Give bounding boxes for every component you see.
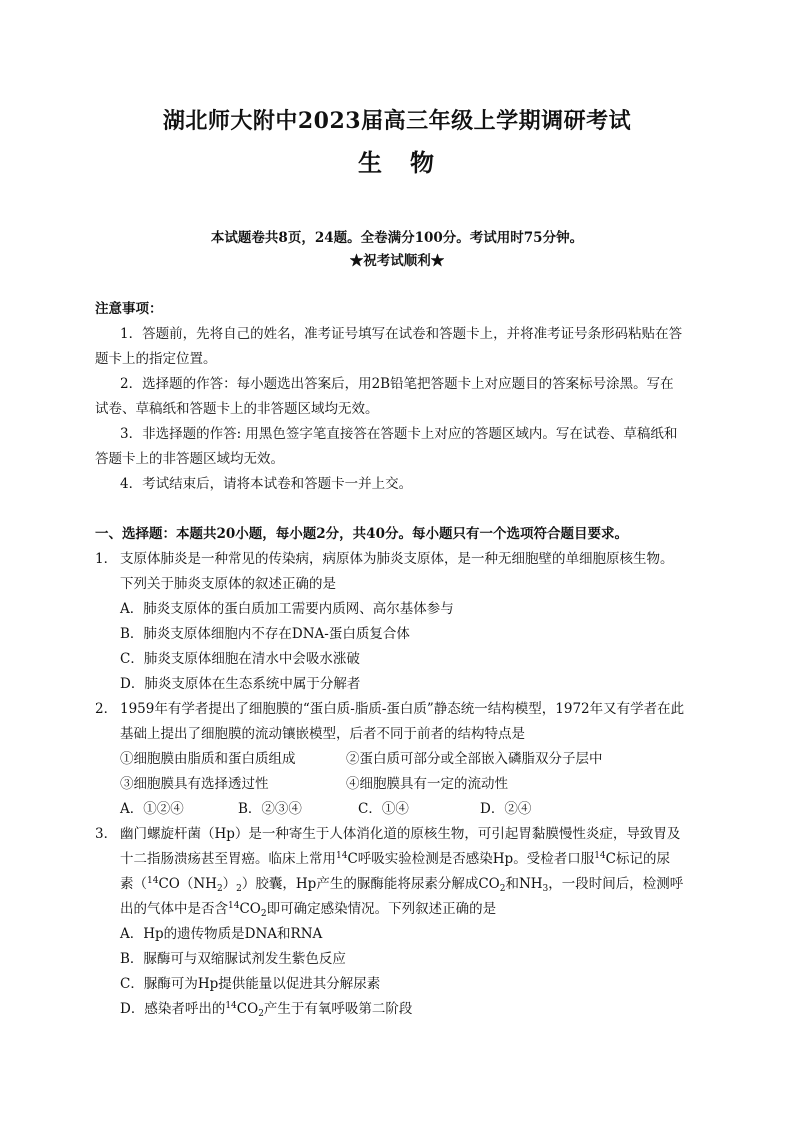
isotope-mark: 14 (225, 1001, 237, 1011)
statement-1: ①细胞膜由脂质和蛋白质组成 (120, 751, 296, 767)
stem-text: 素（ (120, 876, 147, 892)
question-stem: 幽门螺旋杆菌（Hp）是一种寄生于人体消化道的原核生物，可引起胃黏膜慢性炎症，导致胃及 (120, 826, 681, 842)
subscript: 2 (236, 884, 242, 894)
stem-text: CO（NH (158, 876, 217, 892)
note-line: 试卷、草稿纸和答题卡上的非答题区域均无效。 (95, 401, 379, 417)
question-stem: 下列关于肺炎支原体的叙述正确的是 (120, 576, 336, 592)
statement-2: ②蛋白质可部分或全部嵌入磷脂双分子层中 (346, 751, 603, 767)
note-line: 4．考试结束后，请将本试卷和答题卡一并上交。 (120, 476, 413, 492)
stem-text: C呼吸实验检测是否感染Hp。受检者口服 (347, 851, 595, 867)
option-c: C．脲酶可为Hp提供能量以促进其分解尿素 (120, 976, 381, 992)
subscript: 2 (260, 909, 267, 919)
stem-text: ） (222, 876, 237, 892)
isotope-mark: 14 (147, 876, 159, 886)
subscript: 2 (258, 1009, 264, 1019)
isotope-mark: 14 (336, 851, 348, 861)
notes-heading: 注意事项： (95, 301, 163, 317)
note-line: 3．非选择题的作答: 用黑色签字笔直接答在答题卡上对应的答题区域内。写在试卷、草稿纸和 (120, 426, 678, 442)
question-stem (120, 899, 496, 919)
stem-text: 出的气体中是否含 (120, 901, 228, 917)
note-line: 答题卡上的非答题区域均无效。 (95, 451, 284, 467)
subject-title: 生 物 (358, 148, 436, 177)
isotope-mark: 14 (594, 851, 606, 861)
isotope-mark: 14 (228, 901, 240, 911)
stem-text: ）胶囊，Hp产生的脲酶能将尿素分解成CO (241, 876, 500, 892)
option-c: C．肺炎支原体细胞在清水中会吸水涨破 (120, 651, 360, 667)
question-stem: 基础上提出了细胞膜的流动镶嵌模型，后者不同于前者的结构特点是 (120, 726, 525, 742)
note-line: 题卡上的指定位置。 (95, 351, 217, 367)
question-stem (120, 849, 670, 869)
stem-text: 十二指肠溃疡甚至胃癌。临床上常用 (120, 851, 336, 867)
option-a: A．Hp的遗传物质是DNA和RNA (120, 926, 323, 942)
good-luck-line: ★祝考试顺利★ (349, 253, 445, 269)
option-text: CO (236, 1001, 259, 1017)
question-number: 2． (95, 701, 118, 717)
subscript: 2 (216, 884, 223, 894)
statement-3: ③细胞膜具有选择透过性 (120, 776, 269, 792)
stem-text: 即可确定感染情况。下列叙述正确的是 (266, 901, 497, 917)
note-line: 1．答题前，先将自己的姓名，准考证号填写在试卷和答题卡上，并将准考证号条形码粘贴在答 (120, 326, 683, 342)
question-number: 1． (95, 551, 118, 567)
option-d: D．②④ (480, 801, 532, 817)
option-d (120, 999, 412, 1019)
option-a: A．肺炎支原体的蛋白质加工需要内质网、高尔基体参与 (120, 601, 454, 617)
option-text: D．感染者呼出的 (120, 1001, 226, 1017)
stem-text: 和NH (505, 876, 543, 892)
note-line: 2．选择题的作答：每小题选出答案后，用2B铅笔把答题卡上对应题目的答案标号涂黑。写在 (120, 376, 674, 392)
option-text: 产生于有氧呼吸第二阶段 (263, 1001, 413, 1017)
option-b: B．②③④ (238, 801, 302, 817)
subscript: 3 (542, 884, 549, 894)
option-b: B．脲酶可与双缩脲试剂发生紫色反应 (120, 951, 346, 967)
subscript: 2 (499, 884, 506, 894)
question-stem: 1959年有学者提出了细胞膜的“蛋白质-脂质-蛋白质”静态统一结构模型，1972年又有学者在此 (120, 701, 685, 717)
question-stem: 支原体肺炎是一种常见的传染病，病原体为肺炎支原体，是一种无细胞壁的单细胞原核生物。 (120, 551, 674, 567)
exam-title: 湖北师大附中2023届高三年级上学期调研考试 (162, 108, 632, 134)
stem-text: CO (239, 901, 261, 917)
option-a: A．①②④ (120, 801, 184, 817)
option-d: D．肺炎支原体在生态系统中属于分解者 (120, 676, 361, 692)
stem-text: ，一段时间后，检测呼 (548, 876, 684, 892)
question-stem (120, 874, 683, 894)
option-b: B．肺炎支原体细胞内不存在DNA-蛋白质复合体 (120, 626, 410, 642)
stem-text: C标记的尿 (605, 851, 670, 867)
option-c: C．①④ (358, 801, 409, 817)
section-heading: 一、选择题：本题共20小题，每小题2分，共40分。每小题只有一个选项符合题目要求。 (95, 526, 628, 542)
exam-info: 本试题卷共8页，24题。全卷满分100分。考试用时75分钟。 (210, 230, 584, 246)
statement-4: ④细胞膜具有一定的流动性 (346, 776, 508, 792)
question-number: 3． (95, 826, 118, 842)
